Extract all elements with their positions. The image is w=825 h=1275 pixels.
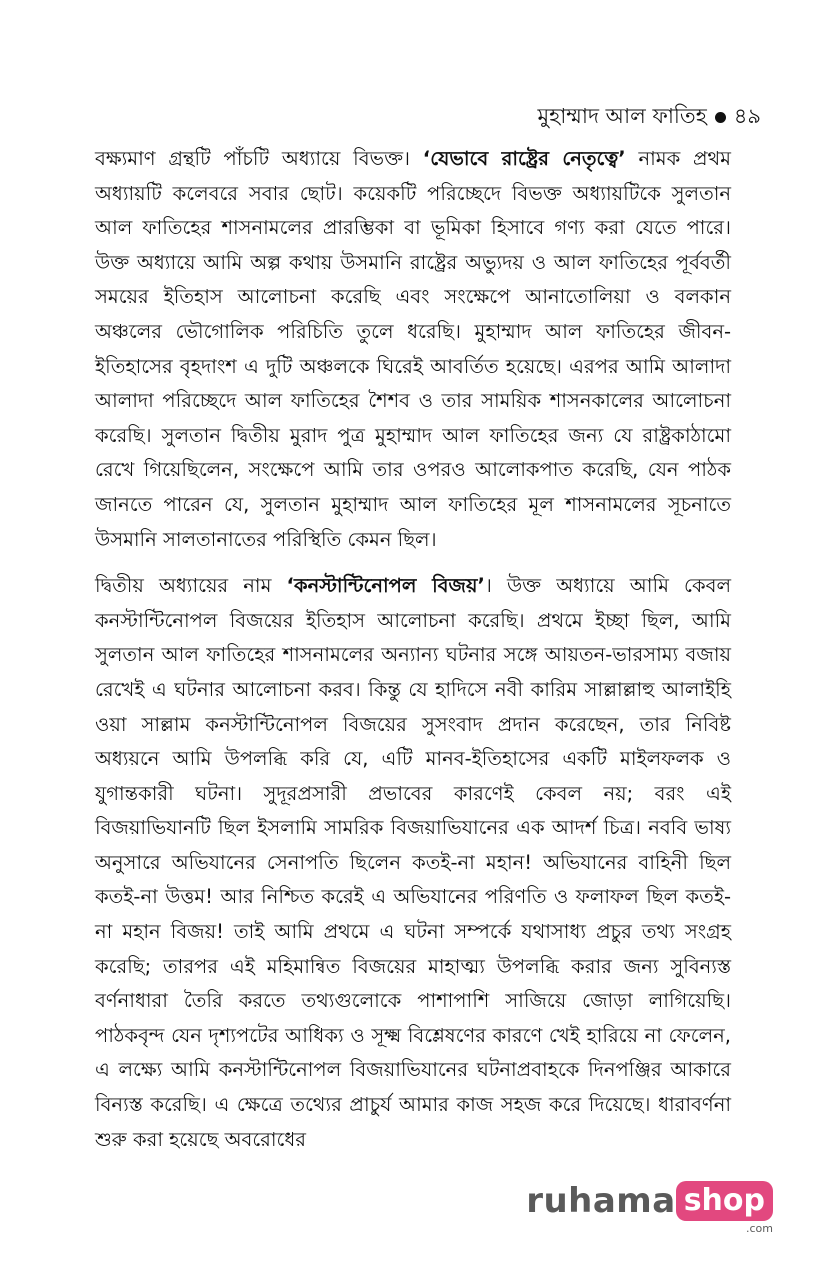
logo-brand-text: ruhama	[526, 1181, 676, 1221]
logo-badge-group	[676, 1179, 773, 1235]
logo-badge-text: shop	[676, 1181, 773, 1221]
paragraph-2	[95, 569, 731, 1157]
paragraph-text: নামক প্রথম অধ্যায়টি কলেবরে সবার ছোট। কয়েকটি পরিচ্ছেদে বিভক্ত অধ্যায়টিকে সুলতান আল ফাতিহের শাসনামলের প্রারম্ভিকা বা ভূমিকা হিসাবে গণ্য করা যেতে পারে। উক্ত অধ্যায়ে আমি অল্প কথায় উসমানি রাষ্ট্রের অভ্যুদয় ও আল ফাতিহের পূর্ববর্তী সময়ের ইতিহাস আলোচনা করেছি এবং সংক্ষেপে আনাতোলিয়া ও বলকান অঞ্চলের ভৌগোলিক পরিচিতি তুলে ধরেছি। মুহাম্মাদ আল ফাতিহের জীবন-ইতিহাসের বৃহদাংশ এ দুটি অঞ্চলকে ঘিরেই আবর্তিত হয়েছে। এরপর আমি আলাদা আলাদা পরিচ্ছেদে আল ফাতিহের শৈশব ও তার সাময়িক শাসনকালের আলোচনা করেছি। সুলতান দ্বিতীয় মুরাদ পুত্র মুহাম্মাদ আল ফাতিহের জন্য যে রাষ্ট্রকাঠামো রেখে গিয়েছিলেন, সংক্ষেপে আমি তার ওপরও আলোকপাত করেছি, যেন পাঠক জানতে পারেন যে, সুলতান মুহাম্মাদ আল ফাতিহের মূল শাসনামলের সূচনাতে উসমানি সালতানাতের পরিস্থিতি কেমন ছিল।	[95, 147, 732, 551]
paragraph-text: । উক্ত অধ্যায়ে আমি কেবল কনস্টান্টিনোপল বিজয়ের ইতিহাস আলোচনা করেছি। প্রথমে ইচ্ছা ছিল, আমি সুলতান আল ফাতিহের শাসনামলের অন্যান্য ঘটনার সঙ্গে আয়তন-ভারসাম্য বজায় রেখেই এ ঘটনার আলোচনা করব। কিন্তু যে হাদিসে নবী কারিম সাল্লাল্লাহু আলাইহি ওয়া সাল্লাম কনস্টান্টিনোপল বিজয়ের সুসংবাদ প্রদান করেছেন, তার নিবিষ্ট অধ্যয়নে আমি উপলব্ধি করি যে, এটি মানব-ইতিহাসের একটি মাইলফলক ও যুগান্তকারী ঘটনা। সুদূরপ্রসারী প্রভাবের কারণেই কেবল নয়; বরং এই বিজয়াভিযানটি ছিল ইসলামি সামরিক বিজয়াভিযানের এক আদর্শ চিত্র। নববি ভাষ্য অনুসারে অভিযানের সেনাপতি ছিলেন কতই-না মহান! অভিযানের বাহিনী ছিল কতই-না উত্তম! আর নিশ্চিত করেই এ অভিযানের পরিণতি ও ফলাফল ছিল কতই-না মহান বিজয়! তাই আমি প্রথমে এ ঘটনা সম্পর্কে যথাসাধ্য প্রচুর তথ্য সংগ্রহ করেছি; তারপর এই মহিমান্বিত বিজয়ের মাহাত্ম্য উপলব্ধি করার জন্য সুবিন্যস্ত বর্ণনাধারা তৈরি করতে তথ্যগুলোকে পাশাপাশি সাজিয়ে জোড়া লাগিয়েছি। পাঠকবৃন্দ যেন দৃশ্যপটের আধিক্য ও সূক্ষ্ম বিশ্লেষণের কারণে খেই হারিয়ে না ফেলেন, এ লক্ষ্যে আমি কনস্টান্টিনোপল বিজয়াভিযানের ঘটনাপ্রবাহকে দিনপঞ্জির আকারে বিন্যস্ত করেছি। এ ক্ষেত্রে তথ্যের প্রাচুর্য আমার কাজ সহজ করে দিয়েছে। ধারাবর্ণনা শুরু করা হয়েছে অবরোধের	[95, 574, 731, 1151]
running-header	[538, 100, 762, 135]
ruhamashop-logo	[526, 1179, 773, 1235]
header-title: মুহাম্মাদ আল ফাতিহ	[537, 104, 707, 128]
body-text	[95, 142, 731, 1169]
chapter-title-highlight: ‘যেভাবে রাষ্ট্রের নেতৃত্বে’	[422, 147, 626, 170]
page-number: ৪৯	[733, 104, 761, 128]
chapter-title-highlight: ‘কনস্টান্টিনোপল বিজয়’	[286, 574, 485, 598]
bullet-dot-icon	[715, 112, 726, 123]
paragraph-text: বক্ষ্যমাণ গ্রন্থটি পাঁচটি অধ্যায়ে বিভক্ত।	[95, 147, 423, 170]
paragraph-1	[95, 142, 731, 557]
paragraph-text: দ্বিতীয় অধ্যায়ের নাম	[95, 574, 287, 598]
logo-domain-text: .com	[746, 1222, 773, 1235]
